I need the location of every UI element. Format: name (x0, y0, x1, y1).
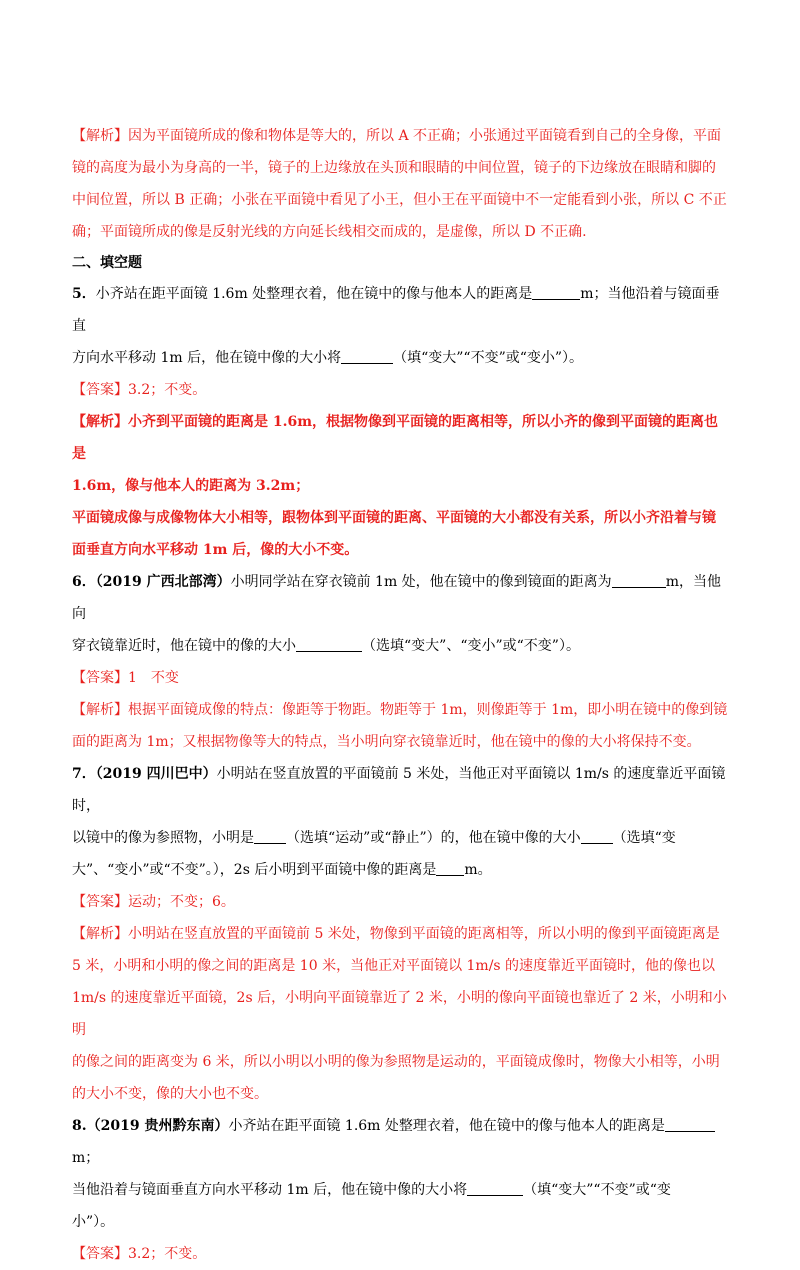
question-line (72, 1110, 732, 1174)
question-line (72, 566, 732, 630)
answer-blank[interactable] (532, 283, 580, 300)
question-text: m。 (464, 862, 492, 878)
analysis-line: 确；平面镜所成的像是反射光线的方向延长线相交而成的，是虚像，所以 D 不正确. (72, 224, 587, 240)
question-text: m； (72, 1150, 100, 1166)
question-text: 小齐站在距平面镜 1.6m 处整理衣着，他在镜中的像与他本人的距离是 (95, 286, 533, 302)
question-source: （2019 广西北部湾） (95, 574, 231, 590)
answer-line: 【答案】3.2；不变。 (72, 1246, 207, 1262)
section-title: 二、填空题 (72, 255, 142, 271)
question-text: 小”）。 (72, 1214, 115, 1230)
answer-blank[interactable] (665, 1115, 715, 1132)
answer-line: 【答案】1 不变 (72, 670, 179, 686)
analysis-line: 平面镜成像与成像物体大小相等，跟物体到平面镜的距离、平面镜的大小都没有关系，所以小齐沿着与镜 (72, 510, 716, 526)
analysis-line: 镜的高度为最小为身高的一半，镜子的上边缘放在头顶和眼睛的中间位置，镜子的下边缘放在眼睛和脚的 (72, 160, 716, 176)
question-number: 7． (72, 766, 96, 782)
analysis-line: 【解析】因为平面镜所成的像和物体是等大的，所以 A 不正确；小张通过平面镜看到自己的全身像，平面 (72, 128, 722, 144)
question-text: 小明站在竖直放置的平面镜前 5 米处，当他正对平面镜以 1m/s 的速度靠近平面镜时， (72, 766, 726, 814)
analysis-line: 1.6m，像与他本人的距离为 3.2m； (72, 478, 310, 494)
analysis-line: 的像之间的距离变为 6 米，所以小明以小明的像为参照物是运动的，平面镜成像时，物像大小相等，小明 (72, 1054, 720, 1070)
analysis-line: 【解析】根据平面镜成像的特点：像距等于物距。物距等于 1m，则像距等于 1m，即小明在镜中的像到镜 (72, 702, 728, 718)
analysis-line: 面的距离为 1m；又根据物像等大的特点，当小明向穿衣镜靠近时，他在镜中的像的大小将保持不变。 (72, 734, 701, 750)
question-line (72, 822, 732, 854)
question-7 (72, 758, 732, 1110)
question-text: 当他沿着与镜面垂直方向水平移动 1m 后，他在镜中像的大小将 (72, 1182, 468, 1198)
analysis-line: 【解析】小齐到平面镜的距离是 1.6m，根据物像到平面镜的距离相等，所以小齐的像到平面镜的距离也是 (72, 414, 719, 462)
question-line (72, 758, 732, 822)
analysis-line: 面垂直方向水平移动 1m 后，像的大小不变。 (72, 542, 359, 558)
document-page (72, 120, 732, 1270)
question-text: 方向水平移动 1m 后，他在镜中像的大小将 (72, 350, 342, 366)
analysis-line: 5 米，小明和小明的像之间的距离是 10 米，当他正对平面镜以 1m/s 的速度靠近平面镜时，他的像也以 (72, 958, 716, 974)
question-line (72, 1174, 732, 1206)
answer-line: 【答案】3.2；不变。 (72, 382, 207, 398)
question-line (72, 342, 732, 374)
question-8 (72, 1110, 732, 1270)
question-line (72, 1206, 732, 1238)
question-number: 6． (72, 574, 96, 590)
question-text: m；当他沿着与镜面垂直 (72, 286, 720, 334)
answer-blank[interactable] (436, 859, 464, 876)
question-source: （2019 贵州黔东南） (86, 1118, 229, 1134)
answer-blank[interactable] (341, 347, 393, 364)
answer-line: 【答案】运动；不变；6。 (72, 894, 235, 910)
question-text: （选填“变 (612, 830, 676, 846)
question-6 (72, 566, 732, 758)
analysis-line: 的大小不变，像的大小也不变。 (72, 1086, 268, 1102)
question-text: 穿衣镜靠近时，他在镜中的像的大小 (72, 638, 296, 654)
answer-blank[interactable] (296, 635, 362, 652)
question-text: 以镜中的像为参照物，小明是 (72, 830, 254, 846)
question-5 (72, 278, 732, 566)
answer-blank[interactable] (612, 571, 666, 588)
analysis-line: 中间位置，所以 B 正确；小张在平面镜中看见了小王，但小王在平面镜中不一定能看到小张，所以 C 不正 (72, 192, 727, 208)
question-text: （选填“变大”、“变小”或“不变”）。 (362, 638, 580, 654)
answer-blank[interactable] (467, 1179, 523, 1196)
question-number: 5． (72, 286, 96, 302)
question-text: 大”、“变小”或“不变”。），2s 后小明到平面镜中像的距离是 (72, 862, 437, 878)
previous-analysis (72, 120, 732, 248)
question-line (72, 630, 732, 662)
analysis-line: 1m/s 的速度靠近平面镜，2s 后，小明向平面镜靠近了 2 米，小明的像向平面镜也靠近了 2 米，小明和小明 (72, 990, 727, 1038)
question-line (72, 278, 732, 342)
question-text: （选填“运动”或“静止”）的，他在镜中像的大小 (286, 830, 581, 846)
question-source: （2019 四川巴中） (95, 766, 217, 782)
question-text: 小齐站在距平面镜 1.6m 处整理衣着，他在镜中的像与他本人的距离是 (228, 1118, 665, 1134)
answer-blank[interactable] (254, 827, 286, 844)
answer-blank[interactable] (581, 827, 613, 844)
question-line (72, 854, 732, 886)
question-text: m，当他向 (72, 574, 721, 622)
question-text: 小明同学站在穿衣镜前 1m 处，他在镜中的像到镜面的距离为 (230, 574, 612, 590)
question-text: （填“变大”“不变”或“变小”）。 (393, 350, 584, 366)
question-text: （填“变大”“不变”或“变 (523, 1182, 671, 1198)
question-number: 8. (72, 1118, 87, 1134)
analysis-line: 【解析】小明站在竖直放置的平面镜前 5 米处，物像到平面镜的距离相等，所以小明的像到平面镜距离是 (72, 926, 720, 942)
